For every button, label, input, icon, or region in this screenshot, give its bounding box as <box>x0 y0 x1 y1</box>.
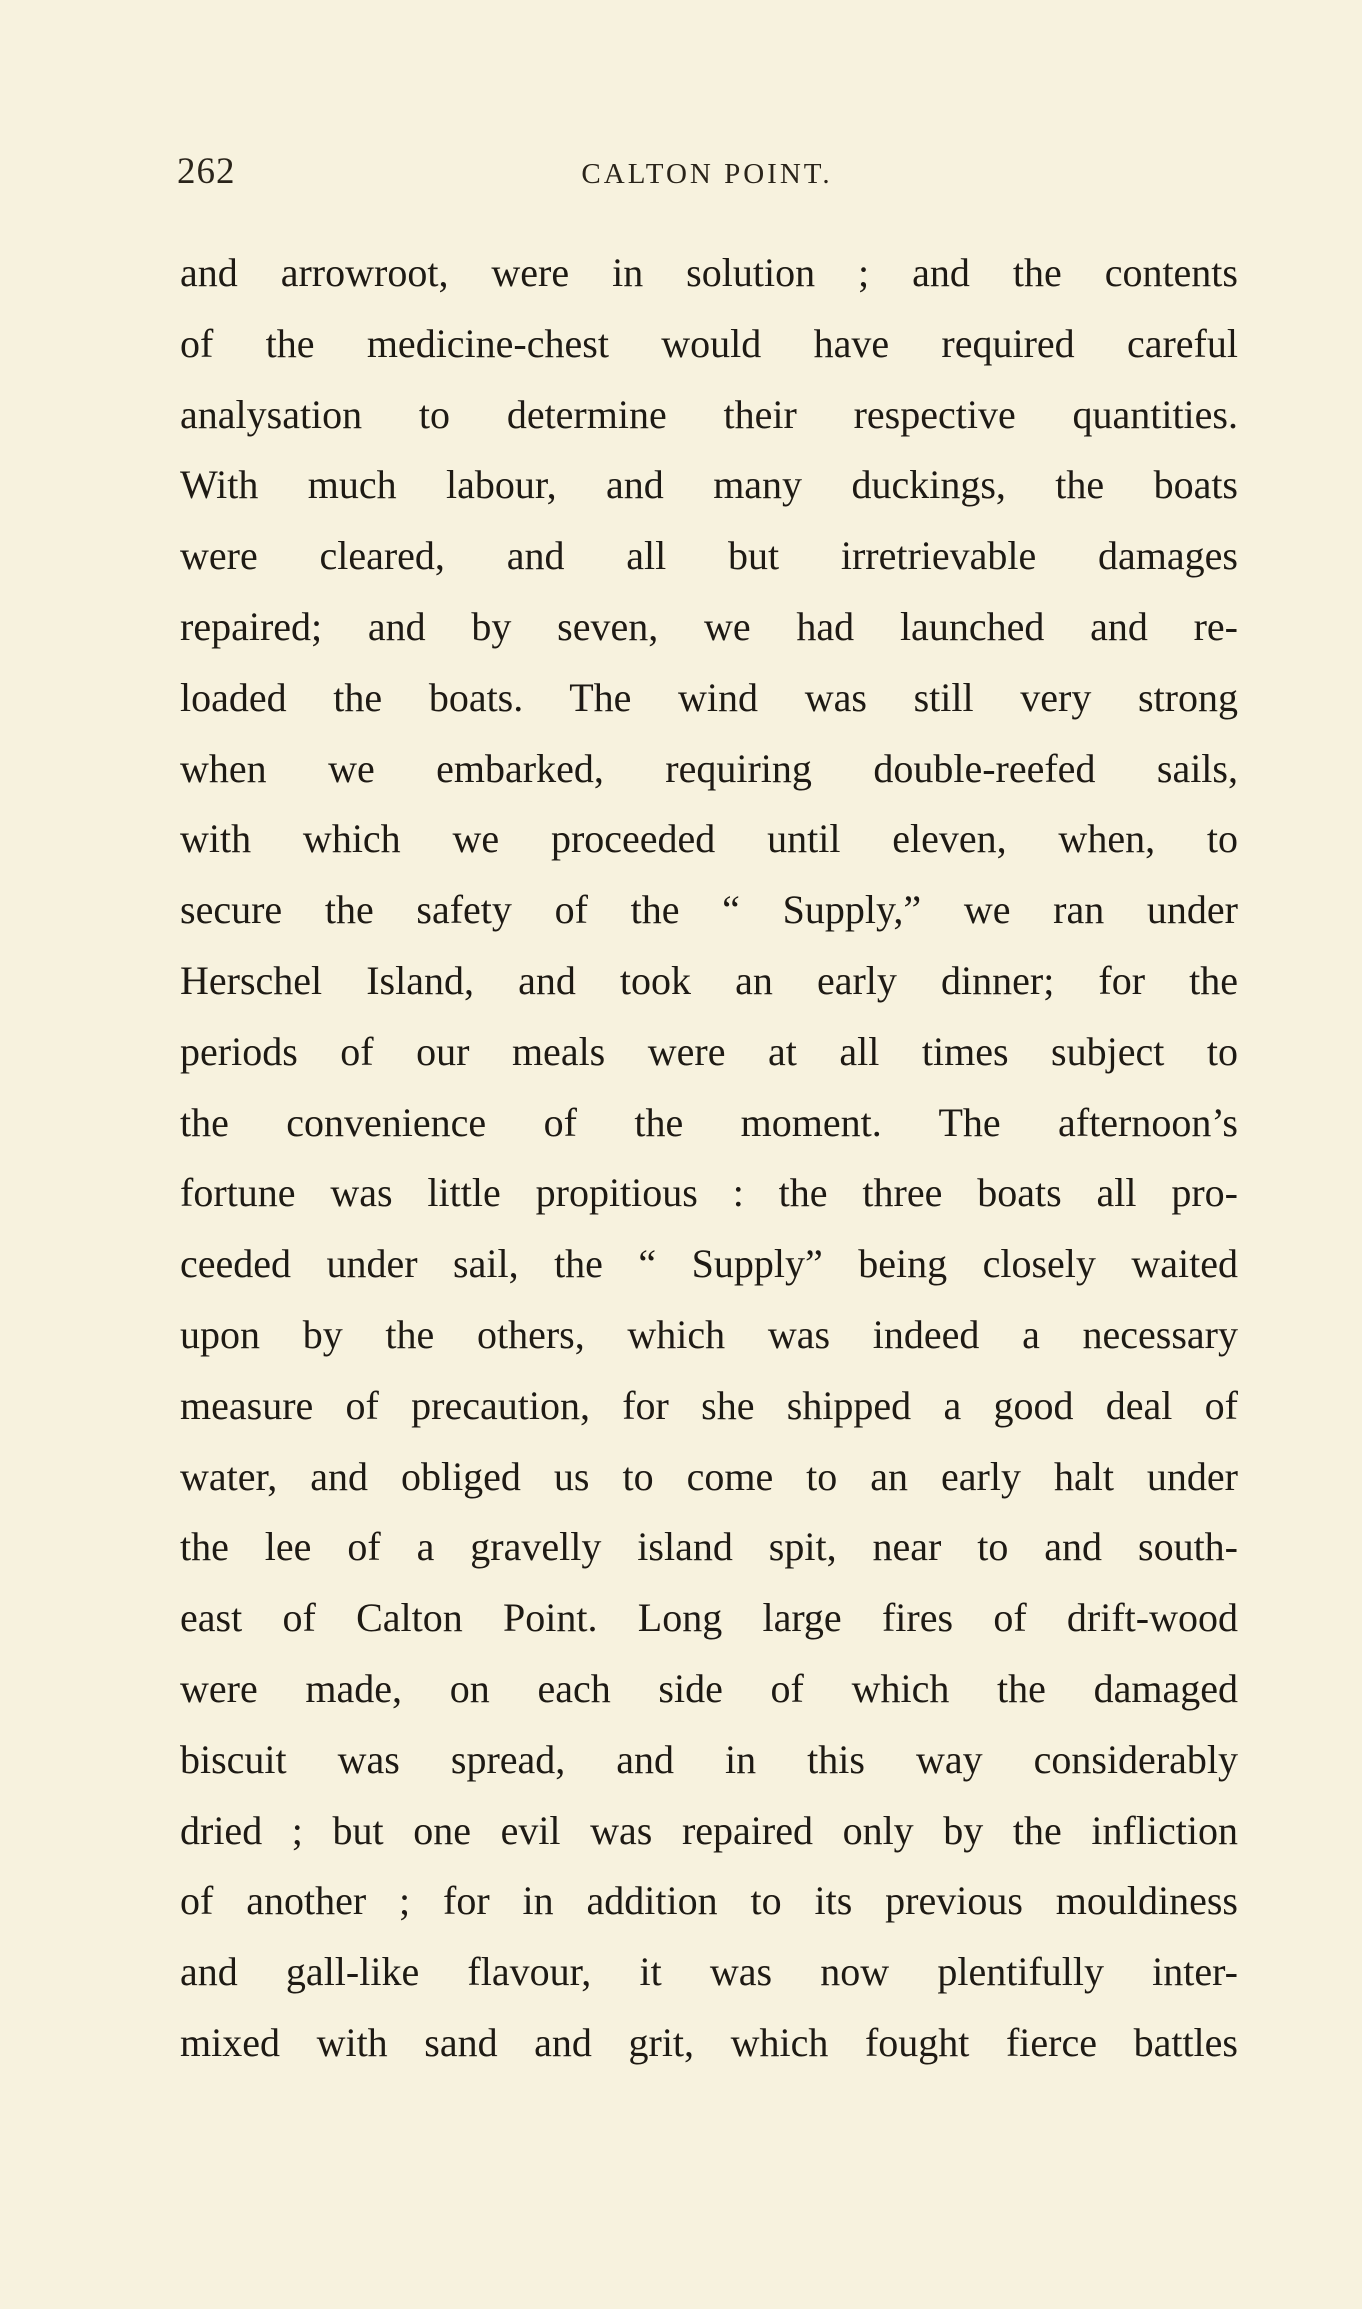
text-line: measure of precaution, for she shipped a good deal of <box>180 1382 1238 1428</box>
text-line: upon by the others, which was indeed a necessary <box>180 1311 1238 1357</box>
text-line: secure the safety of the “ Supply,” we ran under <box>180 887 1238 933</box>
page-number: 262 <box>177 151 236 192</box>
text-line: and arrowroot, were in solution ; and the contents <box>180 250 1238 295</box>
text-line: of the medicine-chest would have required careful <box>180 320 1238 366</box>
text-line: biscuit was spread, and in this way considerably <box>180 1736 1238 1782</box>
body-text <box>180 238 1238 2079</box>
text-line: ceeded under sail, the “ Supply” being closely waited <box>180 1241 1238 1287</box>
text-line: With much labour, and many duckings, the boats <box>180 462 1238 508</box>
text-line: fortune was little propitious : the three boats all pro- <box>180 1170 1238 1216</box>
running-head: CALTON POINT. <box>581 158 833 190</box>
text-line: with which we proceeded until eleven, when, to <box>180 816 1238 862</box>
text-line: water, and obliged us to come to an early halt under <box>180 1453 1238 1499</box>
text-line: the lee of a gravelly island spit, near to and south- <box>180 1524 1238 1570</box>
text-line: Herschel Island, and took an early dinner; for the <box>180 957 1238 1003</box>
text-line: were made, on each side of which the damaged <box>180 1665 1238 1711</box>
text-line: dried ; but one evil was repaired only by the infliction <box>180 1807 1238 1853</box>
text-line: periods of our meals were at all times subject to <box>180 1028 1238 1074</box>
page-header <box>177 150 1237 200</box>
text-line: of another ; for in addition to its previous mouldiness <box>180 1878 1238 1924</box>
text-line: the convenience of the moment. The afternoon’s <box>180 1099 1238 1145</box>
text-line: were cleared, and all but irretrievable damages <box>180 533 1238 579</box>
text-line: east of Calton Point. Long large fires of drift-wood <box>180 1595 1238 1641</box>
text-line: when we embarked, requiring double-reefed sails, <box>180 745 1238 791</box>
text-line: loaded the boats. The wind was still very strong <box>180 674 1238 720</box>
text-line: analysation to determine their respective quantities. <box>180 391 1238 437</box>
text-line: and gall-like flavour, it was now plentifully inter- <box>180 1949 1238 1995</box>
text-line: mixed with sand and grit, which fought fierce battles <box>180 2019 1238 2065</box>
text-line: repaired; and by seven, we had launched and re- <box>180 603 1238 649</box>
